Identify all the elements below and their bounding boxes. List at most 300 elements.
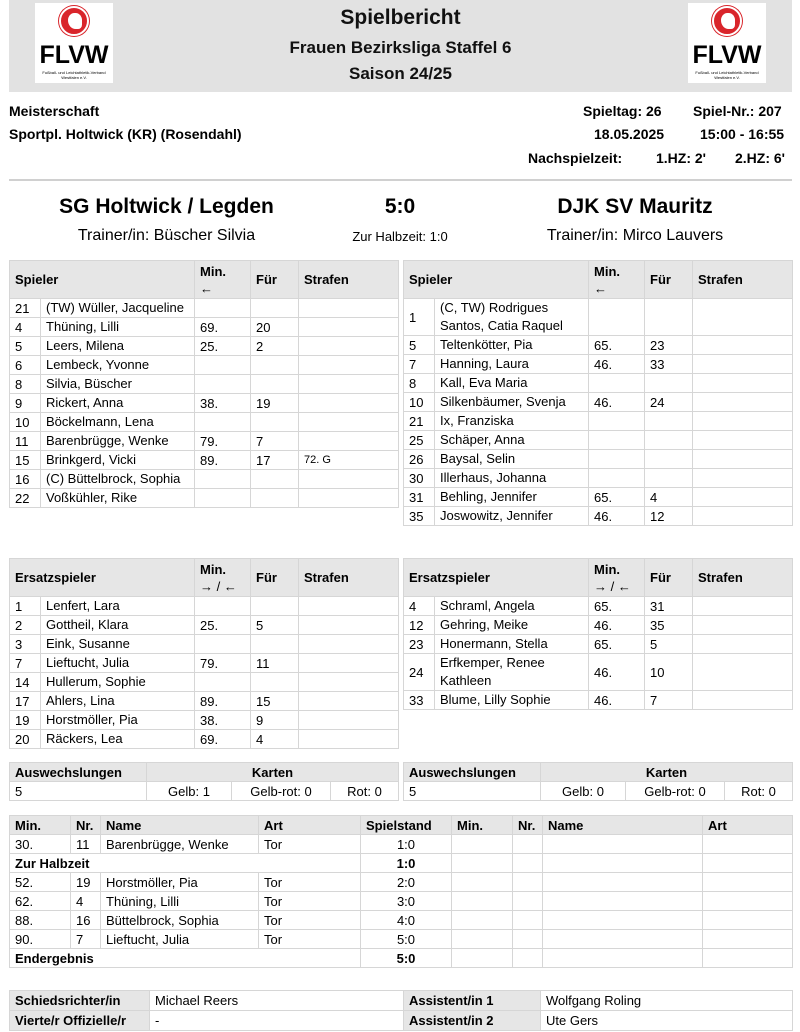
min-label: Min. bbox=[200, 561, 226, 577]
sub-row bbox=[404, 597, 793, 616]
substituted-for: 4 bbox=[645, 488, 693, 507]
substitution-minute: 46. bbox=[589, 393, 645, 412]
player-number: 23 bbox=[404, 635, 435, 654]
halftime-score: Zur Halbzeit: 1:0 bbox=[352, 229, 448, 244]
player-name: Honermann, Stella bbox=[435, 635, 589, 654]
empty-cell bbox=[513, 854, 543, 873]
player-row bbox=[404, 431, 793, 450]
empty-cell bbox=[452, 835, 513, 854]
penalty bbox=[693, 691, 793, 710]
penalty bbox=[299, 394, 399, 413]
name-header-away: Name bbox=[543, 816, 703, 835]
player-number: 8 bbox=[10, 375, 41, 394]
home-subs-body bbox=[10, 597, 399, 749]
penalty bbox=[299, 356, 399, 375]
player-name: (C, TW) Rodrigues Santos, Catia Raquel bbox=[435, 299, 589, 336]
player-name: Lembeck, Yvonne bbox=[41, 356, 195, 375]
substituted-for: 24 bbox=[645, 393, 693, 412]
substituted-for bbox=[251, 673, 299, 692]
penalty bbox=[299, 730, 399, 749]
away-team-name: DJK SV Mauritz bbox=[557, 195, 713, 218]
substituted-for bbox=[251, 489, 299, 508]
min-label: Min. bbox=[594, 561, 620, 577]
empty-cell bbox=[452, 911, 513, 930]
event-scoreline: 5:0 bbox=[361, 930, 452, 949]
substitution-minute: 38. bbox=[195, 394, 251, 413]
empty-cell bbox=[543, 949, 703, 968]
goal-event-row bbox=[10, 911, 793, 930]
player-number: 10 bbox=[404, 393, 435, 412]
player-name: Teltenkötter, Pia bbox=[435, 336, 589, 355]
substituted-for: 15 bbox=[251, 692, 299, 711]
substituted-for: 19 bbox=[251, 394, 299, 413]
type-header-away: Art bbox=[703, 816, 793, 835]
substitution-minute: 38. bbox=[195, 711, 251, 730]
match-number: Spiel-Nr.: 207 bbox=[693, 103, 782, 119]
player-name: Brinkgerd, Vicki bbox=[41, 451, 195, 470]
player-name: Rickert, Anna bbox=[41, 394, 195, 413]
empty-cell bbox=[543, 873, 703, 892]
penalty bbox=[299, 673, 399, 692]
sub-row bbox=[10, 635, 399, 654]
player-number: 7 bbox=[10, 654, 41, 673]
substitution-minute: 79. bbox=[195, 654, 251, 673]
min-label: Min. bbox=[594, 263, 621, 279]
match-time: 15:00 - 16:55 bbox=[700, 126, 785, 142]
player-number: 7 bbox=[404, 355, 435, 374]
empty-cell bbox=[513, 911, 543, 930]
penalty bbox=[299, 432, 399, 451]
substitution-minute: 65. bbox=[589, 336, 645, 355]
assistant1-label: Assistent/in 1 bbox=[404, 991, 541, 1011]
player-row bbox=[404, 507, 793, 526]
goal-event-row bbox=[10, 835, 793, 854]
red-cards: Rot: 0 bbox=[331, 782, 399, 801]
player-row bbox=[404, 450, 793, 469]
home-summary-table bbox=[9, 762, 399, 801]
penalty bbox=[299, 692, 399, 711]
penalty bbox=[299, 654, 399, 673]
events-table bbox=[9, 815, 793, 968]
player-number: 24 bbox=[404, 654, 435, 691]
player-name: Behling, Jennifer bbox=[435, 488, 589, 507]
substituted-for: 9 bbox=[251, 711, 299, 730]
horse-crest-icon bbox=[712, 6, 742, 36]
empty-cell bbox=[703, 949, 793, 968]
away-subs-body bbox=[404, 597, 793, 710]
event-summary-row bbox=[10, 854, 793, 873]
empty-cell bbox=[452, 930, 513, 949]
substituted-for bbox=[251, 470, 299, 489]
substitution-minute: 46. bbox=[589, 507, 645, 526]
event-minute: 62. bbox=[10, 892, 71, 911]
substituted-for: 12 bbox=[645, 507, 693, 526]
goal-event-row bbox=[10, 873, 793, 892]
event-player-number: 4 bbox=[71, 892, 101, 911]
player-row bbox=[10, 318, 399, 337]
penalties-header: Strafen bbox=[299, 261, 399, 299]
empty-cell bbox=[703, 873, 793, 892]
player-row bbox=[10, 337, 399, 356]
player-name: Silvia, Büscher bbox=[41, 375, 195, 394]
player-number: 3 bbox=[10, 635, 41, 654]
player-name: Gottheil, Klara bbox=[41, 616, 195, 635]
stoppage-first-half: 1.HZ: 2' bbox=[656, 150, 707, 166]
min-label: Min. bbox=[200, 263, 227, 279]
player-row bbox=[404, 412, 793, 431]
sub-row bbox=[10, 654, 399, 673]
player-name: Voßkühler, Rike bbox=[41, 489, 195, 508]
substitution-minute: 46. bbox=[589, 355, 645, 374]
event-summary-label: Endergebnis bbox=[10, 949, 361, 968]
penalties-header: Strafen bbox=[299, 559, 399, 597]
substitution-minute: 79. bbox=[195, 432, 251, 451]
player-name: Thüning, Lilli bbox=[41, 318, 195, 337]
report-header bbox=[9, 0, 792, 92]
substituted-for bbox=[645, 431, 693, 450]
player-name: Hullerum, Sophie bbox=[41, 673, 195, 692]
penalty bbox=[299, 635, 399, 654]
event-minute: 88. bbox=[10, 911, 71, 930]
substituted-for: 20 bbox=[251, 318, 299, 337]
event-type: Tor bbox=[259, 911, 361, 930]
min-header bbox=[589, 261, 645, 299]
player-number: 30 bbox=[404, 469, 435, 488]
player-row bbox=[404, 299, 793, 336]
subs-header: Ersatzspieler bbox=[404, 559, 589, 597]
event-scoreline: 1:0 bbox=[361, 854, 452, 873]
player-row bbox=[404, 355, 793, 374]
substitutions-header: Auswechslungen bbox=[404, 763, 541, 782]
assistant1-name: Wolfgang Roling bbox=[541, 991, 793, 1011]
substituted-for: 10 bbox=[645, 654, 693, 691]
fourth-official-label: Vierte/r Offizielle/r bbox=[10, 1011, 150, 1031]
sub-row bbox=[404, 654, 793, 691]
player-name: Barenbrügge, Wenke bbox=[41, 432, 195, 451]
player-name: Illerhaus, Johanna bbox=[435, 469, 589, 488]
scoreline-header: Spielstand bbox=[361, 816, 452, 835]
substitution-minute bbox=[589, 469, 645, 488]
event-player-name: Thüning, Lilli bbox=[101, 892, 259, 911]
substitution-minute bbox=[195, 375, 251, 394]
substitution-minute bbox=[195, 673, 251, 692]
substituted-for: 2 bbox=[251, 337, 299, 356]
event-player-number: 11 bbox=[71, 835, 101, 854]
sub-row bbox=[10, 673, 399, 692]
player-row bbox=[404, 393, 793, 412]
player-name: Ix, Franziska bbox=[435, 412, 589, 431]
nr-header-away: Nr. bbox=[513, 816, 543, 835]
substitution-minute bbox=[195, 470, 251, 489]
player-number: 21 bbox=[404, 412, 435, 431]
player-number: 17 bbox=[10, 692, 41, 711]
player-row bbox=[10, 432, 399, 451]
substituted-for: 23 bbox=[645, 336, 693, 355]
player-number: 5 bbox=[10, 337, 41, 356]
substitution-minute bbox=[195, 489, 251, 508]
player-number: 14 bbox=[10, 673, 41, 692]
player-number: 8 bbox=[404, 374, 435, 393]
stoppage-label: Nachspielzeit: bbox=[528, 150, 623, 166]
empty-cell bbox=[513, 835, 543, 854]
empty-cell bbox=[452, 949, 513, 968]
min-header-away: Min. bbox=[452, 816, 513, 835]
player-row bbox=[404, 488, 793, 507]
penalty bbox=[299, 318, 399, 337]
goal-event-row bbox=[10, 930, 793, 949]
penalties-header: Strafen bbox=[693, 261, 793, 299]
away-summary-table bbox=[403, 762, 793, 801]
empty-cell bbox=[513, 949, 543, 968]
penalty bbox=[693, 635, 793, 654]
competition-type: Meisterschaft bbox=[9, 103, 100, 119]
empty-cell bbox=[452, 873, 513, 892]
penalty bbox=[299, 299, 399, 318]
penalty bbox=[693, 654, 793, 691]
event-type: Tor bbox=[259, 835, 361, 854]
penalty bbox=[693, 412, 793, 431]
substitutions-header: Auswechslungen bbox=[10, 763, 147, 782]
home-team-name: SG Holtwick / Legden bbox=[59, 195, 274, 218]
substitution-minute bbox=[195, 597, 251, 616]
player-row bbox=[10, 299, 399, 318]
player-number: 4 bbox=[10, 318, 41, 337]
event-minute: 90. bbox=[10, 930, 71, 949]
league-name: Frauen Bezirksliga Staffel 6 bbox=[289, 38, 512, 57]
player-row bbox=[10, 413, 399, 432]
substitution-minute bbox=[589, 299, 645, 336]
player-name: Baysal, Selin bbox=[435, 450, 589, 469]
player-name: (TW) Wüller, Jacqueline bbox=[41, 299, 195, 318]
player-number: 22 bbox=[10, 489, 41, 508]
matchday: Spieltag: 26 bbox=[583, 103, 662, 119]
player-row bbox=[10, 394, 399, 413]
for-header: Für bbox=[645, 261, 693, 299]
sub-row bbox=[404, 635, 793, 654]
min-header bbox=[195, 261, 251, 299]
sub-row bbox=[404, 691, 793, 710]
player-number: 10 bbox=[10, 413, 41, 432]
player-number: 33 bbox=[404, 691, 435, 710]
player-number: 21 bbox=[10, 299, 41, 318]
penalty bbox=[693, 355, 793, 374]
home-trainer: Trainer/in: Büscher Silvia bbox=[77, 227, 256, 244]
player-number: 35 bbox=[404, 507, 435, 526]
player-name: Böckelmann, Lena bbox=[41, 413, 195, 432]
substitution-minute bbox=[589, 412, 645, 431]
player-name: Schraml, Angela bbox=[435, 597, 589, 616]
substitution-minute bbox=[195, 635, 251, 654]
yellow-red-cards: Gelb-rot: 0 bbox=[232, 782, 331, 801]
player-name: Joswowitz, Jennifer bbox=[435, 507, 589, 526]
substitution-minute: 65. bbox=[589, 597, 645, 616]
event-minute: 52. bbox=[10, 873, 71, 892]
nr-header: Nr. bbox=[71, 816, 101, 835]
logo-subtitle: Fußball- und Leichtathletik-Verband Westfalen e.V. bbox=[695, 70, 759, 80]
empty-cell bbox=[543, 835, 703, 854]
for-header: Für bbox=[251, 559, 299, 597]
substitution-minute: 65. bbox=[589, 488, 645, 507]
away-trainer: Trainer/in: Mirco Lauvers bbox=[546, 227, 724, 244]
sub-row bbox=[10, 711, 399, 730]
player-name: Kall, Eva Maria bbox=[435, 374, 589, 393]
season-label: Saison 24/25 bbox=[348, 64, 452, 83]
player-number: 5 bbox=[404, 336, 435, 355]
sub-row bbox=[10, 597, 399, 616]
substituted-for bbox=[645, 469, 693, 488]
flvw-logo-right bbox=[688, 3, 766, 83]
event-scoreline: 5:0 bbox=[361, 949, 452, 968]
empty-cell bbox=[543, 911, 703, 930]
player-number: 9 bbox=[10, 394, 41, 413]
penalty bbox=[693, 616, 793, 635]
substituted-for: 7 bbox=[251, 432, 299, 451]
arrow-out-icon: ← bbox=[594, 280, 608, 296]
logo-subtitle: Fußball- und Leichtathletik-Verband Westfalen e.V. bbox=[42, 70, 106, 80]
substitution-minute: 46. bbox=[589, 654, 645, 691]
empty-cell bbox=[513, 892, 543, 911]
substituted-for: 17 bbox=[251, 451, 299, 470]
arrow-inout-icon: → / ← bbox=[200, 578, 237, 594]
empty-cell bbox=[703, 854, 793, 873]
event-player-name: Barenbrügge, Wenke bbox=[101, 835, 259, 854]
event-type: Tor bbox=[259, 873, 361, 892]
player-name: Silkenbäumer, Svenja bbox=[435, 393, 589, 412]
empty-cell bbox=[513, 930, 543, 949]
substituted-for bbox=[251, 413, 299, 432]
player-name: Schäper, Anna bbox=[435, 431, 589, 450]
player-name: Horstmöller, Pia bbox=[41, 711, 195, 730]
penalty: 72. G bbox=[299, 451, 399, 470]
assistant2-label: Assistent/in 2 bbox=[404, 1011, 541, 1031]
penalty bbox=[693, 450, 793, 469]
name-header: Name bbox=[101, 816, 259, 835]
substituted-for: 5 bbox=[645, 635, 693, 654]
player-row bbox=[404, 336, 793, 355]
penalty bbox=[693, 393, 793, 412]
penalty bbox=[693, 374, 793, 393]
player-number: 16 bbox=[10, 470, 41, 489]
substituted-for bbox=[251, 597, 299, 616]
event-type: Tor bbox=[259, 930, 361, 949]
player-name: (C) Büttelbrock, Sophia bbox=[41, 470, 195, 489]
home-subs-table bbox=[9, 558, 399, 749]
player-number: 15 bbox=[10, 451, 41, 470]
sub-row bbox=[10, 692, 399, 711]
penalty bbox=[299, 597, 399, 616]
substitutions-count: 5 bbox=[404, 782, 541, 801]
player-number: 19 bbox=[10, 711, 41, 730]
substitution-minute: 89. bbox=[195, 692, 251, 711]
fourth-official-name: - bbox=[150, 1011, 404, 1031]
empty-cell bbox=[703, 835, 793, 854]
sub-row bbox=[10, 730, 399, 749]
player-row bbox=[10, 489, 399, 508]
sub-row bbox=[404, 616, 793, 635]
final-score: 5:0 bbox=[384, 195, 416, 218]
player-name: Leers, Milena bbox=[41, 337, 195, 356]
event-scoreline: 3:0 bbox=[361, 892, 452, 911]
substituted-for: 4 bbox=[251, 730, 299, 749]
home-lineup-table bbox=[9, 260, 399, 508]
yellow-red-cards: Gelb-rot: 0 bbox=[626, 782, 725, 801]
substitution-minute: 46. bbox=[589, 691, 645, 710]
event-player-name: Büttelbrock, Sophia bbox=[101, 911, 259, 930]
substituted-for bbox=[645, 412, 693, 431]
player-number: 12 bbox=[404, 616, 435, 635]
player-name: Lieftucht, Julia bbox=[41, 654, 195, 673]
substitution-minute bbox=[195, 413, 251, 432]
player-number: 25 bbox=[404, 431, 435, 450]
min-header bbox=[195, 559, 251, 597]
penalty bbox=[299, 337, 399, 356]
yellow-cards: Gelb: 1 bbox=[147, 782, 232, 801]
player-row bbox=[10, 375, 399, 394]
player-row bbox=[10, 470, 399, 489]
players-header: Spieler bbox=[10, 261, 195, 299]
away-lineup-table bbox=[403, 260, 793, 526]
event-player-number: 19 bbox=[71, 873, 101, 892]
away-lineup-body bbox=[404, 299, 793, 526]
substitution-minute bbox=[195, 299, 251, 318]
penalty bbox=[693, 299, 793, 336]
event-player-name: Lieftucht, Julia bbox=[101, 930, 259, 949]
player-number: 1 bbox=[10, 597, 41, 616]
substituted-for bbox=[251, 299, 299, 318]
assistant2-name: Ute Gers bbox=[541, 1011, 793, 1031]
referee-name: Michael Reers bbox=[150, 991, 404, 1011]
player-name: Lenfert, Lara bbox=[41, 597, 195, 616]
match-date: 18.05.2025 bbox=[594, 126, 665, 142]
event-minute: 30. bbox=[10, 835, 71, 854]
stoppage-second-half: 2.HZ: 6' bbox=[735, 150, 786, 166]
events-body bbox=[10, 835, 793, 968]
penalty bbox=[693, 507, 793, 526]
player-number: 26 bbox=[404, 450, 435, 469]
substitution-minute: 46. bbox=[589, 616, 645, 635]
logo-wordmark: FLVW bbox=[39, 41, 109, 69]
empty-cell bbox=[452, 892, 513, 911]
penalty bbox=[693, 469, 793, 488]
event-player-name: Horstmöller, Pia bbox=[101, 873, 259, 892]
event-summary-label: Zur Halbzeit bbox=[10, 854, 361, 873]
substituted-for: 31 bbox=[645, 597, 693, 616]
for-header: Für bbox=[251, 261, 299, 299]
substituted-for: 33 bbox=[645, 355, 693, 374]
sub-row bbox=[10, 616, 399, 635]
substitution-minute bbox=[589, 450, 645, 469]
player-name: Eink, Susanne bbox=[41, 635, 195, 654]
for-header: Für bbox=[645, 559, 693, 597]
player-number: 31 bbox=[404, 488, 435, 507]
cards-header: Karten bbox=[147, 763, 399, 782]
event-scoreline: 4:0 bbox=[361, 911, 452, 930]
substitution-minute: 69. bbox=[195, 318, 251, 337]
penalty bbox=[299, 711, 399, 730]
referee-label: Schiedsrichter/in bbox=[10, 991, 150, 1011]
event-type: Tor bbox=[259, 892, 361, 911]
arrow-inout-icon: → / ← bbox=[594, 578, 631, 594]
substitution-minute: 25. bbox=[195, 616, 251, 635]
penalty bbox=[299, 616, 399, 635]
substituted-for bbox=[251, 375, 299, 394]
goal-event-row bbox=[10, 892, 793, 911]
substitution-minute: 89. bbox=[195, 451, 251, 470]
home-lineup-body bbox=[10, 299, 399, 508]
empty-cell bbox=[543, 854, 703, 873]
substitution-minute bbox=[589, 431, 645, 450]
players-header: Spieler bbox=[404, 261, 589, 299]
